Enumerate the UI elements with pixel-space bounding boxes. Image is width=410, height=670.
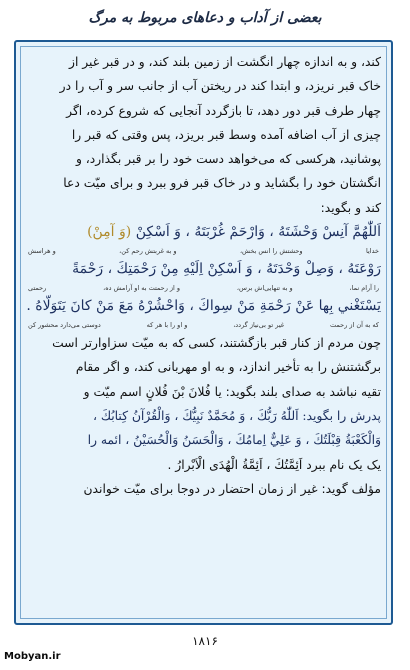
- translation-phrase: و به تنهایی‌اش برس،: [236, 284, 293, 293]
- text-line: تقیه نباشد به صدای بلند بگوید: يا فُلانَ بْنَ فُلانٍ اسم میّت و: [83, 384, 381, 399]
- content-frame: [14, 40, 393, 625]
- translation-phrase: دوستی می‌دارد محشور کن: [28, 321, 101, 330]
- text-line: انگشتان خود را بگشاید و در خاک قبر فرو ببرد و برای میّت دعا: [63, 176, 381, 191]
- translation-phrase: رحمتی: [28, 284, 47, 293]
- text-line: مؤلف گوید: غیر از زمان احتضار در دوجا برای میّت خواندن: [83, 481, 381, 496]
- text-line: چون مردم از کنار قبر بازگشتند، کسی که به میّت سزاوارتر است: [52, 336, 381, 351]
- dua-arabic-text: اَللّٰهُمَّ آنِسْ وَحْشَتَهُ ، وَارْحَمْ غُرْبَتَهُ ، وَ اَسْكِنْ: [131, 224, 381, 241]
- text-line: چیزی از آب اضافه آمده وسط قبر بریزد، پس وقتی که قبر را: [71, 127, 381, 142]
- translation-phrase: وحشتش را انس بخش،: [239, 247, 303, 256]
- text-line: کند و بگوید:: [320, 200, 381, 215]
- dua-arabic-line-3: يَسْتَغْني بِها عَنْ رَحْمَةِ مَنْ سِواكَ ، وَاحْشُرْهُ مَعَ مَنْ كانَ يَتَوَلّاهُ .: [26, 298, 381, 315]
- text-line: خاک قبر نریزد، و ابتدا کند در ریختن آب از جانب سر و آب را در: [59, 79, 381, 94]
- translation-phrase: غیر تو بی‌نیاز گردد،: [233, 321, 285, 330]
- text-line-with-arabic: پدرش را بگوید: اَللّٰهُ رَبُّكَ ، وَ مُحَمَّدٌ نَبِيُّكَ ، وَالْقُرْآنُ كِتابُكَ ،: [92, 408, 381, 423]
- dua-translation-line-2: [26, 282, 381, 294]
- text-line: چهار طرف قبر دور دهد، تا بازگردد آنجایی که شروع کرده، اگر: [66, 103, 381, 118]
- translation-phrase: و هراسش: [28, 247, 56, 256]
- text-line: یک یک نام ببرد اَئِمَّتُكَ ، اَئِمَّةُ الْهُدَى الْاَبْرارُ .: [167, 457, 381, 472]
- dua-arabic-line-1: [26, 220, 381, 245]
- dua-arabic-line-2: رَوْعَتَهُ ، وَصِلْ وَحْدَتَهُ ، وَ اَسْكِنْ اِلَيْهِ مِنْ رَحْمَتِكَ ، رَحْمَةً: [72, 261, 381, 278]
- page-number: ۱۸۱۶: [192, 634, 218, 648]
- text-line: کند، و به اندازه چهار انگشت از زمین بلند کند، و در قبر غیر از: [69, 55, 381, 69]
- translation-phrase: که به آن از رحمت: [330, 321, 379, 330]
- dua-ameen-note: (وَ آمِنْ): [87, 224, 132, 241]
- translation-phrase: را آرام نما،: [349, 284, 379, 293]
- translation-phrase: و او را با هر که: [146, 321, 188, 330]
- content-text: [26, 50, 381, 501]
- translation-phrase: و به غربتش رحم کن،: [119, 247, 177, 256]
- site-watermark: Mobyan.ir: [4, 651, 61, 662]
- dua-translation-line-3: [26, 319, 381, 331]
- page-header-title: بعضی از آداب و دعاهای مربوط به مرگ: [88, 10, 322, 26]
- text-line: برگشتنش را به تأخیر اندازد، و به او مهربانی کند، و اگر مقام: [75, 360, 381, 375]
- translation-phrase: و از رحمتت به او آرامش ده،: [103, 284, 181, 293]
- dua-translation-line-1: [26, 245, 381, 257]
- text-line: پوشانید، هرکسی که می‌خواهد دست خود را بر قبر بگذارد، و: [75, 152, 381, 167]
- text-line-with-arabic: وَالْكَعْبَةُ قِبْلَتُكَ ، وَ عَلِيٌّ اِمامُكَ ، وَالْحَسَنُ وَالْحُسَيْنُ ، ائمه را: [87, 433, 381, 448]
- translation-phrase: خدایا: [365, 247, 379, 256]
